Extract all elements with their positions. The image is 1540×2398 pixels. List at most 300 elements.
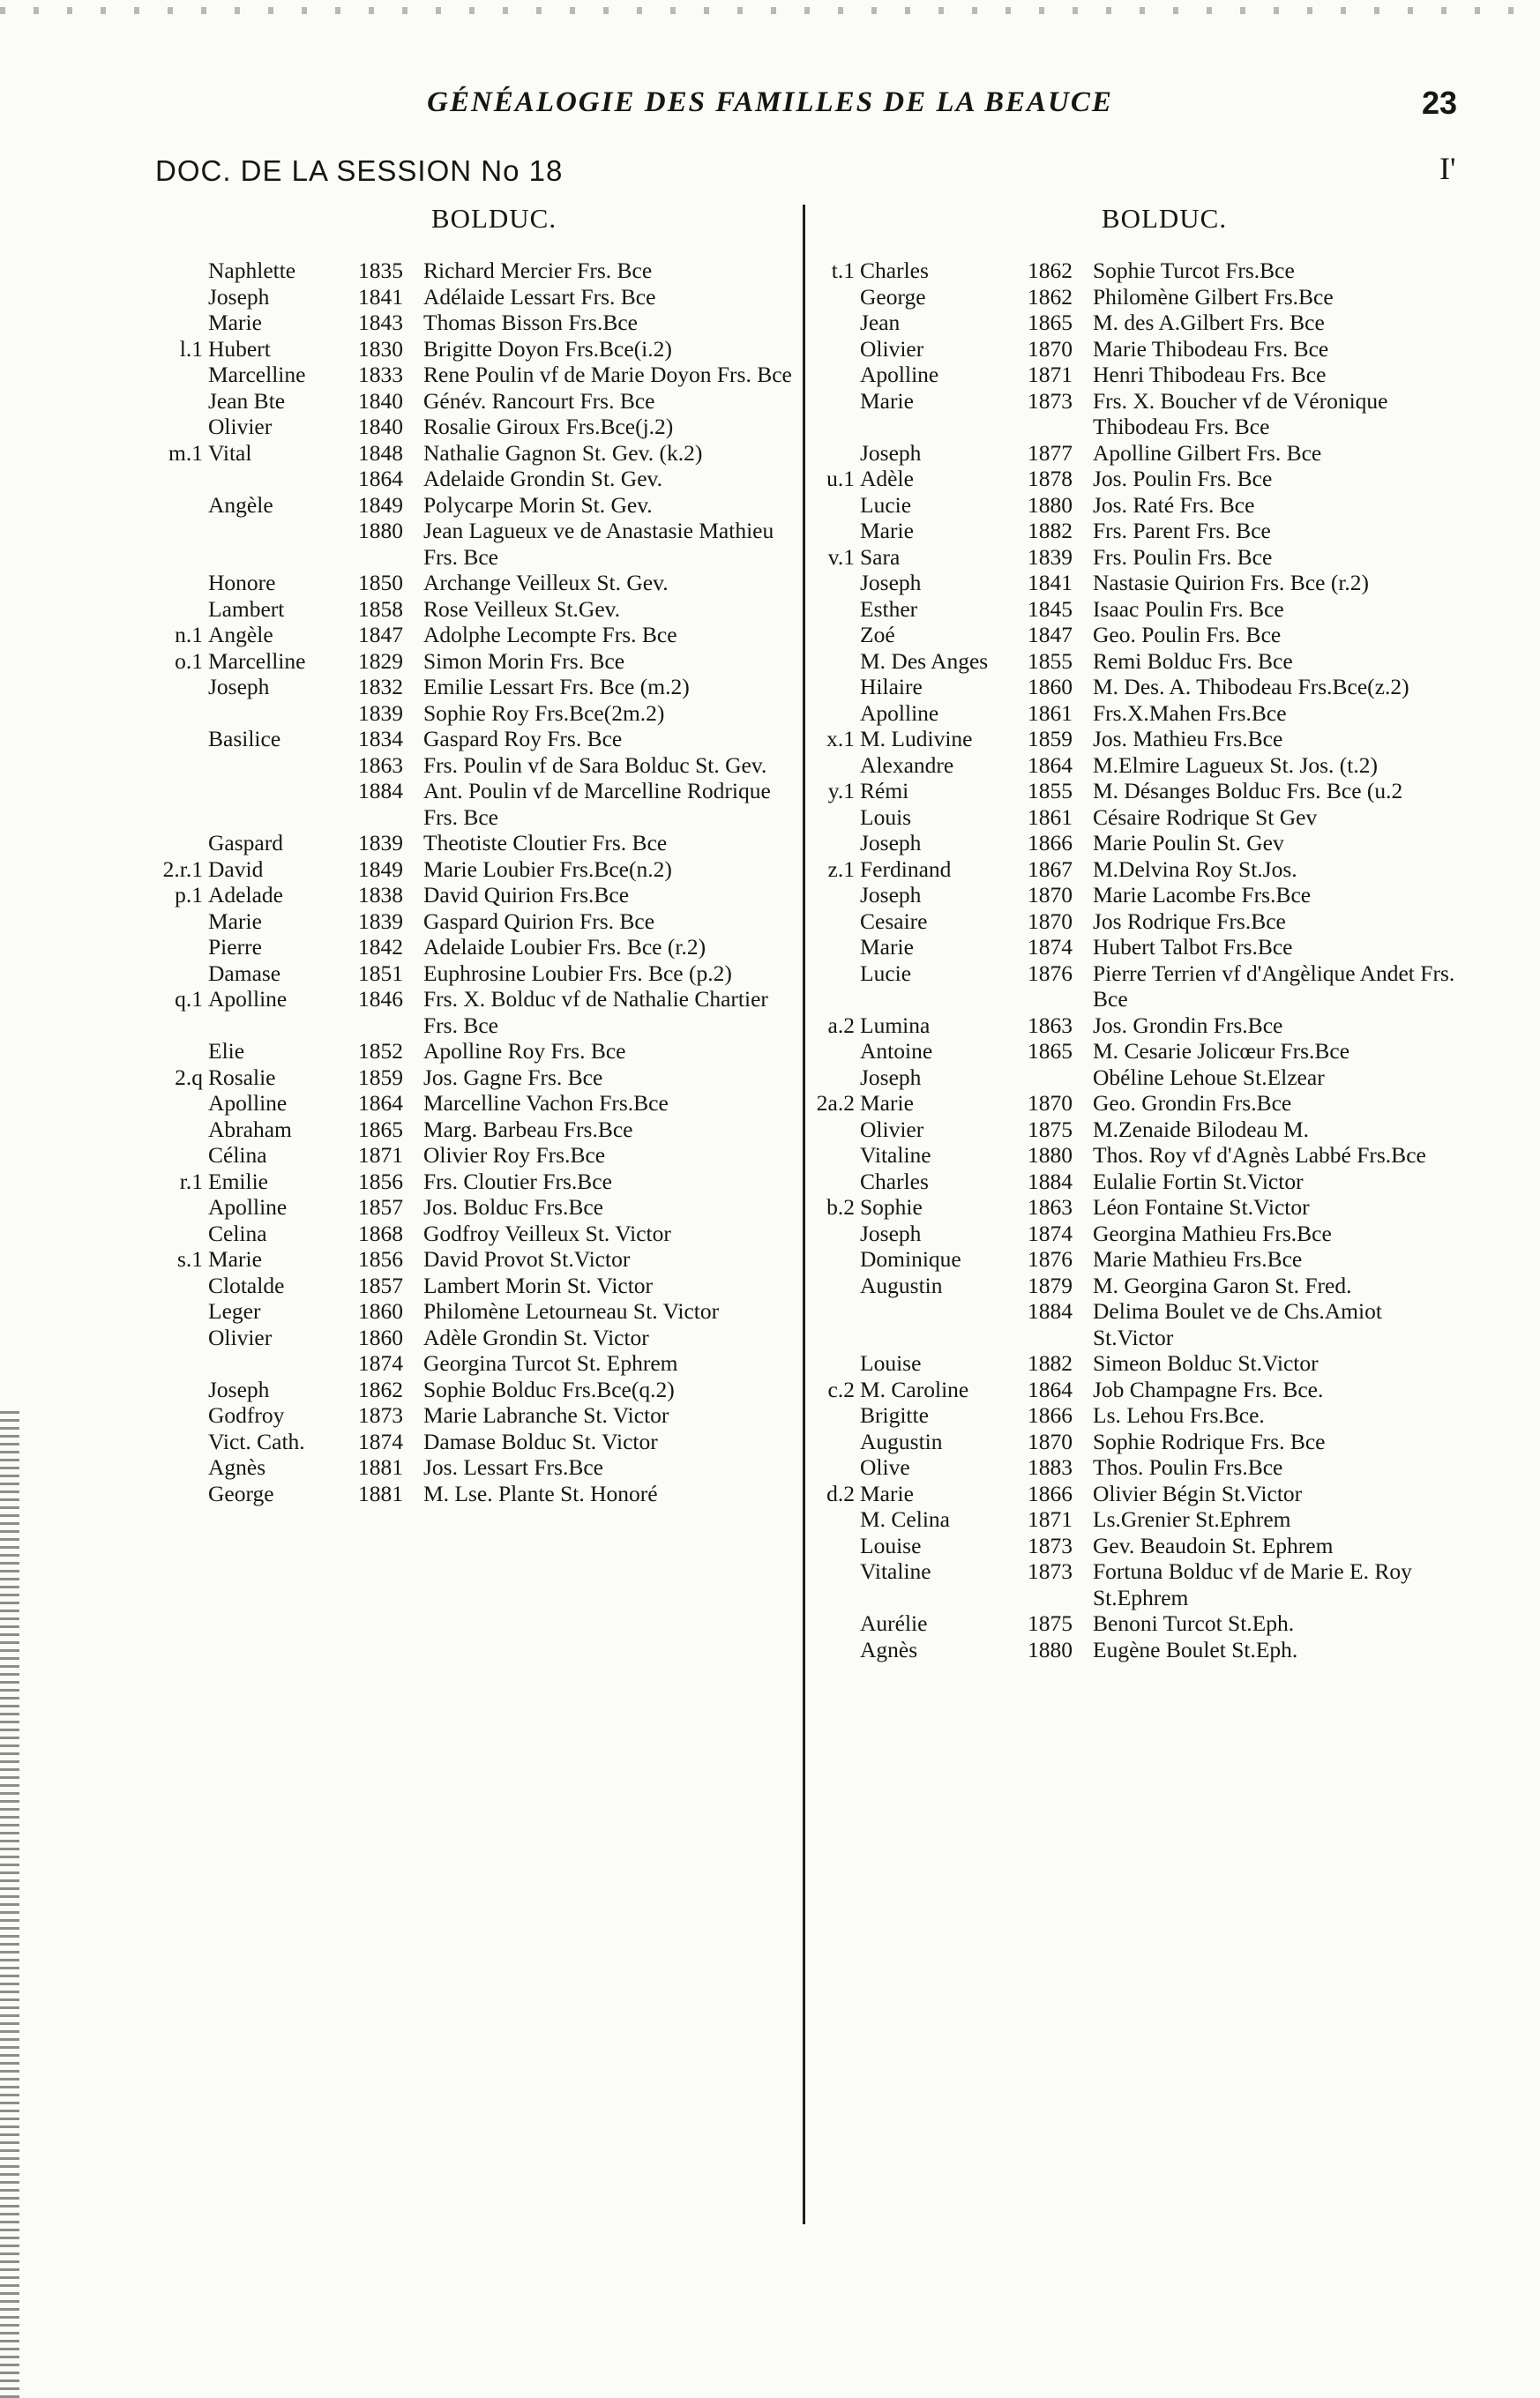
marriage-year: 1841 (358, 283, 403, 310)
child-name (208, 700, 358, 727)
page-title: GÉNÉALOGIE DES FAMILLES DE LA BEAUCE (427, 86, 1113, 118)
marriage-year: 1861 (1028, 803, 1073, 830)
child-name: Apolline (208, 1194, 288, 1220)
marriage-year: 1833 (358, 362, 403, 387)
marriage-year: 1856 (358, 1246, 403, 1272)
marriage-year: 1884 (358, 778, 403, 803)
branch-mark (123, 1298, 208, 1325)
child-name: Damase (208, 960, 281, 986)
spouse-and-parish: M. Lse. Plante St. Honoré (423, 1480, 658, 1506)
marriage-year: 1881 (358, 1480, 403, 1506)
marriage-year: 1884 (1028, 1298, 1073, 1324)
child-name: Marie (860, 387, 914, 414)
marriage-year: 1870 (1028, 1090, 1073, 1116)
marriage-year: 1860 (1028, 674, 1073, 699)
marriage-year: 1840 (358, 414, 403, 439)
spouse-and-parish: Marie Mathieu Frs.Bce (1093, 1246, 1303, 1272)
marriage-year: 1855 (1028, 778, 1073, 803)
spouse-and-parish: Ls. Lehou Frs.Bce. (1093, 1402, 1265, 1428)
marriage-year: 1865 (1028, 310, 1073, 335)
genealogy-entry (816, 622, 1504, 648)
branch-mark: a.2 (827, 1012, 855, 1038)
spouse-and-parish: Olivier Roy Frs.Bce (423, 1142, 606, 1168)
child-name: Joseph (860, 439, 922, 466)
genealogy-entry (123, 284, 811, 310)
marriage-year: 1865 (1028, 1038, 1073, 1064)
child-name: Louis (860, 803, 912, 830)
spouse-and-parish: Jos. Gagne Frs. Bce (423, 1064, 603, 1090)
marriage-year: 1863 (358, 751, 403, 778)
branch-mark (123, 518, 208, 570)
branch-mark: 2a.2 (816, 1090, 855, 1116)
spouse-and-parish: Geo. Grondin Frs.Bce (1093, 1090, 1292, 1116)
child-name: Brigitte (860, 1402, 929, 1428)
child-name: Olivier (860, 1116, 924, 1142)
spouse-and-parish: David Quirion Frs.Bce (423, 882, 630, 908)
spouse-and-parish: Gev. Beaudoin St. Ephrem (1093, 1532, 1334, 1558)
genealogy-entry (816, 752, 1504, 779)
genealogy-entry (816, 1038, 1504, 1065)
child-name: Emilie (208, 1168, 268, 1194)
binding-edge (0, 1411, 19, 2398)
child-name: Abraham (208, 1116, 292, 1142)
branch-mark (123, 960, 208, 987)
branch-mark: v.1 (827, 543, 855, 570)
branch-mark: z.1 (827, 855, 855, 882)
child-name: Olivier (860, 335, 924, 362)
right-column-title: BOLDUC. (1101, 203, 1228, 234)
branch-mark: 2.q (175, 1064, 203, 1090)
branch-mark (816, 752, 860, 779)
branch-mark (816, 1610, 860, 1637)
corner-mark: I' (1439, 151, 1456, 186)
branch-mark (816, 804, 860, 831)
genealogy-entry (816, 1610, 1504, 1637)
child-name: Charles (860, 258, 929, 283)
child-name: Lambert (208, 595, 285, 622)
child-name: Hubert (208, 335, 271, 362)
genealogy-entry (816, 1169, 1504, 1195)
marriage-year: 1875 (1028, 1610, 1073, 1636)
spouse-and-parish: Gaspard Roy Frs. Bce (423, 726, 623, 751)
child-name: Marie (860, 1480, 914, 1506)
genealogy-entry (123, 518, 811, 570)
genealogy-entry (123, 1194, 811, 1221)
genealogy-entry (816, 1012, 1504, 1039)
branch-mark: m.1 (168, 439, 203, 466)
genealogy-entry (816, 362, 1504, 388)
session-label: DOC. DE LA SESSION No 18 (155, 154, 564, 187)
branch-mark (123, 1194, 208, 1221)
spouse-and-parish: Adelaide Loubier Frs. Bce (r.2) (423, 934, 706, 960)
child-name (208, 778, 358, 830)
marriage-year: 1839 (358, 908, 403, 934)
genealogy-entry (816, 1506, 1504, 1533)
spouse-and-parish: Jos. Bolduc Frs.Bce (423, 1194, 603, 1220)
spouse-and-parish: M. Georgina Garon St. Fred. (1093, 1272, 1352, 1298)
genealogy-entry (123, 674, 811, 700)
genealogy-entry (123, 1481, 811, 1507)
child-name: Lucie (860, 491, 912, 518)
spouse-and-parish: Eulalie Fortin St.Victor (1093, 1168, 1304, 1194)
child-name: Zoé (860, 622, 895, 647)
spouse-and-parish: Olivier Bégin St.Victor (1093, 1480, 1303, 1506)
child-name: Apolline (208, 986, 288, 1012)
branch-mark (123, 310, 208, 336)
marriage-year: 1858 (358, 595, 403, 622)
spouse-and-parish: Philomène Letourneau St. Victor (423, 1298, 720, 1324)
child-name: Apolline (860, 699, 939, 726)
branch-mark (123, 388, 208, 415)
genealogy-entry (123, 882, 811, 908)
spouse-and-parish: Sophie Rodrique Frs. Bce (1093, 1428, 1326, 1454)
genealogy-entry (816, 1454, 1504, 1481)
spouse-and-parish: Génév. Rancourt Frs. Bce (423, 387, 655, 414)
genealogy-entry (816, 934, 1504, 960)
branch-mark: l.1 (179, 335, 203, 362)
branch-mark (123, 570, 208, 596)
genealogy-entry (816, 1533, 1504, 1559)
branch-mark (816, 1350, 860, 1377)
marriage-year: 1870 (1028, 882, 1073, 908)
branch-mark (123, 1377, 208, 1403)
branch-mark (123, 1429, 208, 1455)
branch-mark: n.1 (175, 622, 203, 647)
branch-mark (816, 440, 860, 467)
branch-mark (123, 492, 208, 519)
spouse-and-parish: Archange Veilleux St. Gev. (423, 570, 669, 595)
marriage-year: 1849 (358, 855, 403, 882)
child-name: Marie (208, 310, 262, 335)
genealogy-entry (123, 310, 811, 336)
marriage-year: 1864 (358, 466, 403, 491)
spouse-and-parish: Marie Loubier Frs.Bce(n.2) (423, 855, 672, 882)
spouse-and-parish: Jean Lagueux ve de Anastasie Mathieu Frs. Bce (423, 518, 780, 570)
child-name: Louise (860, 1532, 922, 1558)
spouse-and-parish: Pierre Terrien vf d'Angèlique Andet Frs. Bce (1093, 960, 1461, 1012)
child-name: Honore (208, 570, 276, 595)
genealogy-entry (816, 1429, 1504, 1455)
marriage-year: 1849 (358, 491, 403, 518)
child-name: Vitaline (860, 1558, 931, 1584)
genealogy-entry (123, 414, 811, 440)
page-number: 23 (1422, 85, 1458, 121)
genealogy-entry (123, 336, 811, 362)
genealogy-entry (123, 830, 811, 856)
spouse-and-parish: Marg. Barbeau Frs.Bce (423, 1116, 633, 1142)
marriage-year: 1873 (1028, 387, 1073, 414)
branch-mark (123, 1481, 208, 1507)
genealogy-entry (816, 596, 1504, 623)
spouse-and-parish: Gaspard Quirion Frs. Bce (423, 908, 655, 934)
branch-mark (123, 1117, 208, 1143)
child-name: Apolline (860, 362, 939, 387)
genealogy-entry (123, 570, 811, 596)
marriage-year: 1860 (358, 1324, 403, 1350)
genealogy-entry (816, 1298, 1504, 1350)
branch-mark: q.1 (175, 986, 203, 1012)
child-name: Naphlette (208, 258, 296, 283)
spouse-and-parish: Benoni Turcot St.Eph. (1093, 1610, 1295, 1636)
scan-edge-marks (0, 7, 1540, 14)
genealogy-entry (816, 544, 1504, 571)
marriage-year: 1852 (358, 1038, 403, 1064)
spouse-and-parish: Henri Thibodeau Frs. Bce (1093, 362, 1327, 387)
spouse-and-parish: Euphrosine Loubier Frs. Bce (p.2) (423, 960, 732, 986)
branch-mark: u.1 (826, 466, 855, 491)
marriage-year: 1829 (358, 647, 403, 674)
marriage-year: 1863 (1028, 1194, 1073, 1220)
child-name: Célina (208, 1142, 267, 1168)
child-name: Godfroy (208, 1402, 285, 1428)
genealogy-entry (123, 700, 811, 727)
branch-mark (123, 466, 208, 492)
genealogy-entry (123, 440, 811, 467)
spouse-and-parish: Frs. Poulin vf de Sara Bolduc St. Gev. (423, 751, 767, 778)
branch-mark: t.1 (831, 258, 855, 283)
child-name: Basilice (208, 726, 281, 751)
spouse-and-parish: Sophie Bolduc Frs.Bce(q.2) (423, 1376, 675, 1402)
genealogy-entry (123, 466, 811, 492)
marriage-year: 1874 (358, 1428, 403, 1454)
genealogy-entry (123, 1221, 811, 1247)
genealogy-entry (816, 1481, 1504, 1507)
branch-mark (816, 1221, 860, 1247)
spouse-and-parish: Rosalie Giroux Frs.Bce(j.2) (423, 414, 674, 439)
genealogy-entry (123, 622, 811, 648)
genealogy-entry (123, 1246, 811, 1273)
marriage-year: 1877 (1028, 439, 1073, 466)
marriage-year: 1880 (1028, 491, 1073, 518)
marriage-year: 1863 (1028, 1012, 1073, 1038)
child-name: Joseph (860, 1064, 922, 1090)
branch-mark (123, 726, 208, 752)
spouse-and-parish: Nathalie Gagnon St. Gev. (k.2) (423, 439, 703, 466)
child-name: Marie (860, 934, 914, 960)
branch-mark (816, 518, 860, 544)
branch-mark (816, 388, 860, 440)
genealogy-entry (816, 856, 1504, 883)
branch-mark (816, 1558, 860, 1610)
child-name: Antoine (860, 1038, 933, 1064)
branch-mark (816, 1169, 860, 1195)
marriage-year: 1873 (358, 1402, 403, 1428)
child-name: Agnès (860, 1636, 918, 1662)
child-name: Alexandre (860, 751, 954, 778)
marriage-year: 1865 (358, 1116, 403, 1142)
genealogy-entry (123, 1402, 811, 1429)
branch-mark (816, 648, 860, 675)
branch-mark: b.2 (826, 1194, 855, 1220)
child-name: Adèle (860, 466, 914, 491)
child-name: Joseph (860, 830, 922, 855)
marriage-year: 1848 (358, 439, 403, 466)
branch-mark (123, 1038, 208, 1065)
marriage-year: 1882 (1028, 518, 1073, 543)
child-name: Celina (208, 1220, 267, 1246)
genealogy-entry (123, 1169, 811, 1195)
marriage-year: 1871 (1028, 362, 1073, 387)
branch-mark (816, 1402, 860, 1429)
genealogy-entry (123, 1429, 811, 1455)
marriage-year: 1870 (1028, 335, 1073, 362)
child-name: Gaspard (208, 830, 283, 855)
child-name: Vital (208, 439, 252, 466)
spouse-and-parish: Rose Veilleux St.Gev. (423, 595, 621, 622)
branch-mark: x.1 (826, 726, 855, 751)
child-name: Cesaire (860, 908, 928, 934)
marriage-year: 1860 (358, 1298, 403, 1324)
marriage-year: 1874 (1028, 1220, 1073, 1246)
spouse-and-parish: Thomas Bisson Frs.Bce (423, 310, 638, 335)
spouse-and-parish: Césaire Rodrique St Gev (1093, 803, 1318, 830)
spouse-and-parish: Brigitte Doyon Frs.Bce(i.2) (423, 335, 672, 362)
branch-mark (123, 778, 208, 830)
spouse-and-parish: Frs. Poulin Frs. Bce (1093, 543, 1273, 570)
branch-mark (816, 570, 860, 596)
spouse-and-parish: Lambert Morin St. Victor (423, 1272, 654, 1298)
child-name: Marcelline (208, 647, 306, 674)
spouse-and-parish: Georgina Turcot St. Ephrem (423, 1350, 678, 1376)
genealogy-entry (123, 1038, 811, 1065)
spouse-and-parish: Marcelline Vachon Frs.Bce (423, 1090, 669, 1116)
child-name: Vict. Cath. (208, 1428, 305, 1454)
branch-mark: o.1 (175, 647, 203, 674)
genealogy-entry (123, 1350, 811, 1377)
child-name: Angèle (208, 622, 273, 647)
spouse-and-parish: Remi Bolduc Frs. Bce (1093, 647, 1293, 674)
branch-mark (123, 1142, 208, 1169)
child-name: George (208, 1480, 274, 1506)
child-name: Jean (860, 310, 901, 335)
spouse-and-parish: Nastasie Quirion Frs. Bce (r.2) (1093, 570, 1370, 595)
genealogy-entry (123, 856, 811, 883)
marriage-year: 1864 (1028, 751, 1073, 778)
genealogy-entry (816, 778, 1504, 804)
child-name: Agnès (208, 1454, 266, 1480)
marriage-year: 1859 (358, 1064, 403, 1090)
branch-mark (816, 1533, 860, 1559)
marriage-year: 1868 (358, 1220, 403, 1246)
genealogy-entry (123, 1298, 811, 1325)
genealogy-entry (816, 1090, 1504, 1117)
child-name: Marie (208, 1246, 262, 1272)
child-name: Jean Bte (208, 387, 286, 414)
spouse-and-parish: Fortuna Bolduc vf de Marie E. Roy St.Ephrem (1093, 1558, 1418, 1610)
marriage-year: 1880 (1028, 1142, 1073, 1168)
marriage-year: 1875 (1028, 1116, 1073, 1142)
branch-mark (816, 674, 860, 700)
branch-mark (123, 830, 208, 856)
marriage-year: 1880 (358, 518, 403, 543)
genealogy-entry (816, 518, 1504, 544)
genealogy-entry (816, 1637, 1504, 1663)
spouse-and-parish: M.Zenaide Bilodeau M. (1093, 1116, 1310, 1142)
marriage-year: 1842 (358, 934, 403, 960)
branch-mark (123, 1402, 208, 1429)
child-name: Joseph (208, 283, 270, 310)
marriage-year: 1855 (1028, 647, 1073, 674)
marriage-year: 1847 (1028, 622, 1073, 647)
branch-mark (123, 752, 208, 779)
branch-mark (123, 1221, 208, 1247)
genealogy-entry (123, 1117, 811, 1143)
marriage-year: 1862 (358, 1376, 403, 1402)
genealogy-entry (816, 466, 1504, 492)
child-name: Ferdinand (860, 855, 952, 882)
branch-mark (123, 700, 208, 727)
genealogy-entry (816, 1194, 1504, 1221)
genealogy-entry (816, 492, 1504, 519)
branch-mark (123, 934, 208, 960)
branch-mark (123, 362, 208, 388)
spouse-and-parish: Jos. Poulin Frs. Bce (1093, 466, 1273, 491)
branch-mark (816, 1298, 860, 1350)
child-name: Joseph (208, 1376, 270, 1402)
marriage-year: 1847 (358, 622, 403, 647)
child-name (208, 752, 358, 779)
child-name: Marie (208, 908, 262, 934)
child-name: M. Celina (860, 1506, 950, 1532)
marriage-year: 1864 (1028, 1376, 1073, 1402)
marriage-year: 1859 (1028, 726, 1073, 751)
child-name (860, 1298, 1028, 1350)
branch-mark: r.1 (179, 1168, 203, 1194)
spouse-and-parish: M. Désanges Bolduc Frs. Bce (u.2 (1093, 778, 1403, 803)
genealogy-entry (816, 726, 1504, 752)
spouse-and-parish: Delima Boulet ve de Chs.Amiot St.Victor (1093, 1298, 1388, 1350)
genealogy-entry (816, 1350, 1504, 1377)
branch-mark (816, 1038, 860, 1065)
genealogy-entry (816, 1273, 1504, 1299)
marriage-year: 1862 (1028, 283, 1073, 310)
genealogy-entry (123, 596, 811, 623)
spouse-and-parish: Georgina Mathieu Frs.Bce (1093, 1220, 1332, 1246)
child-name: Sophie (860, 1194, 923, 1220)
branch-mark (816, 1117, 860, 1143)
right-column (816, 258, 1504, 1662)
child-name: Louise (860, 1350, 922, 1376)
child-name: George (860, 283, 926, 310)
spouse-and-parish: Simon Morin Frs. Bce (423, 647, 625, 674)
marriage-year: 1883 (1028, 1454, 1073, 1480)
genealogy-entry (816, 882, 1504, 908)
spouse-and-parish: Jos. Mathieu Frs.Bce (1093, 726, 1283, 751)
branch-mark (816, 1273, 860, 1299)
genealogy-entry (816, 648, 1504, 675)
child-name: Leger (208, 1298, 261, 1324)
branch-mark (816, 1506, 860, 1533)
branch-mark (123, 1325, 208, 1351)
genealogy-entry (816, 960, 1504, 1012)
child-name: Joseph (860, 570, 922, 595)
branch-mark (816, 882, 860, 908)
genealogy-entry (816, 440, 1504, 467)
branch-mark (123, 1273, 208, 1299)
marriage-year: 1881 (358, 1454, 403, 1480)
marriage-year (1028, 1065, 1093, 1091)
spouse-and-parish: M. Des. A. Thibodeau Frs.Bce(z.2) (1093, 674, 1409, 699)
left-column (123, 258, 811, 1506)
child-name: Marie (860, 518, 914, 543)
spouse-and-parish: Thos. Roy vf d'Agnès Labbé Frs.Bce (1093, 1142, 1426, 1168)
branch-mark (123, 1090, 208, 1117)
spouse-and-parish: Marie Lacombe Frs.Bce (1093, 882, 1312, 908)
marriage-year: 1839 (358, 699, 403, 726)
spouse-and-parish: Adelaide Grondin St. Gev. (423, 466, 662, 491)
branch-mark (816, 1142, 860, 1169)
branch-mark (816, 830, 860, 856)
